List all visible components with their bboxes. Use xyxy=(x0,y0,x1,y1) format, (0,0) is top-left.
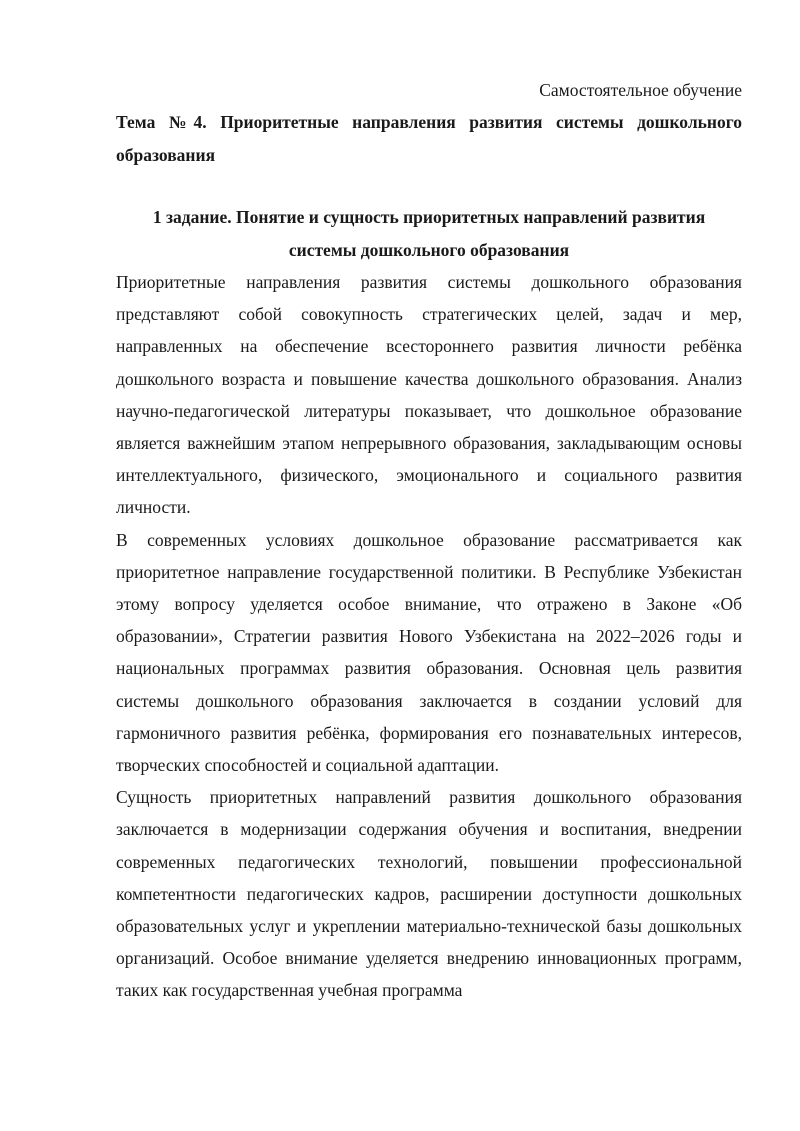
topic-title: Тема №4. Приоритетные направления развития системы дошкольного образования xyxy=(116,112,742,165)
document-page xyxy=(116,72,742,1007)
paragraph-3: Сущность приоритетных направлений развития дошкольного образования заключается в модернизации содержания обучения и воспитания, внедрении современных педагогических технологий, повышении профессиональной компетентности педагогических кадров, расширении доступности дошкольных образовательных услуг и укреплении материально-технической базы дошкольных организаций. Особое внимание уделяется внедрению инновационных программ, таких как государственная учебная программа xyxy=(116,787,742,1001)
task-title-line-2: системы дошкольного образования xyxy=(288,239,570,260)
page-header: Самостоятельное обучение xyxy=(539,80,742,100)
task-title-line-1: 1 задание. Понятие и сущность приоритетных направлений развития xyxy=(152,207,706,227)
paragraph-1: Приоритетные направления развития системы дошкольного образования представляют собой совокупность стратегических целей, задач и мер, направленных на обеспечение всестороннего развития личности ребёнка дошкольного возраста и повышение качества дошкольного образования. Анализ научно-педагогической литературы показывает, что дошкольное образование является важнейшим этапом непрерывного образования, закладывающим основы интеллектуального, физического, эмоционального и социального развития личности. xyxy=(116,272,742,518)
spacer xyxy=(116,171,742,201)
paragraph-2: В современных условиях дошкольное образование рассматривается как приоритетное направление государственной политики. В Республике Узбекистан этому вопросу уделяется особое внимание, что отражено в Законе «Об образовании», Стратегии развития Нового Узбекистана на 2022–2026 годы и национальных программах развития образования. Основная цель развития системы дошкольного образования заключается в создании условий для гармоничного развития ребёнка, формирования его познавательных интересов, творческих способностей и социальной адаптации. xyxy=(116,529,742,776)
